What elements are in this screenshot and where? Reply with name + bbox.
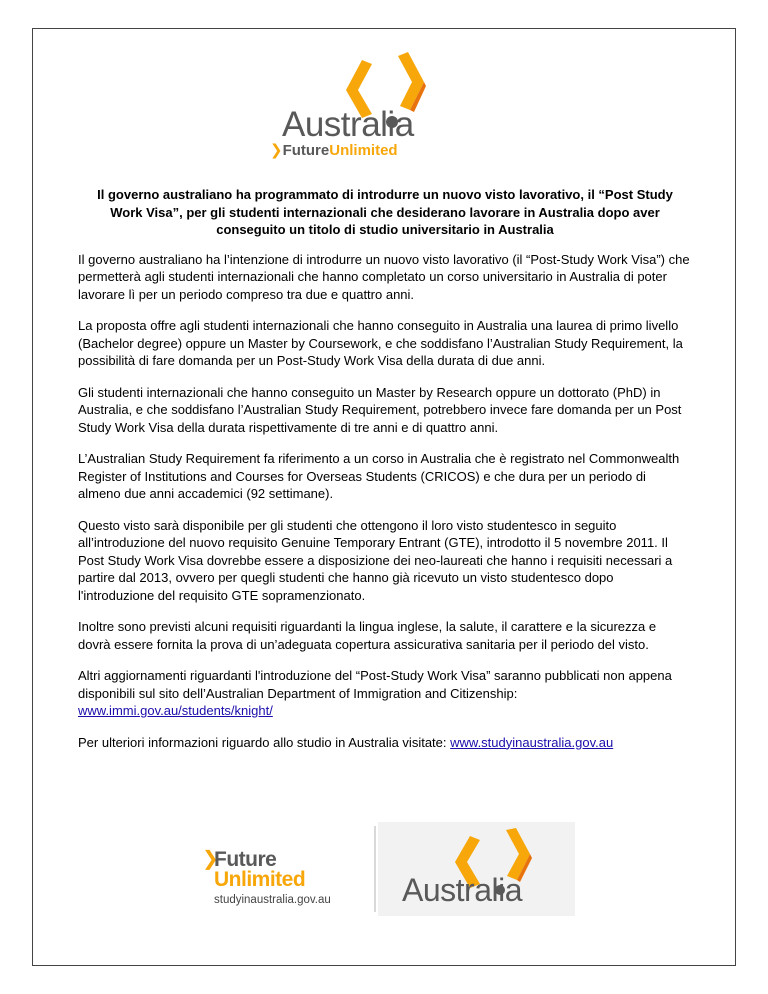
info-text: Per ulteriori informazioni riguardo allo studio in Australia visitate: — [78, 734, 451, 750]
future-unlimited-logo — [192, 822, 374, 916]
immi-link[interactable]: www.immi.gov.au/students/knight/ — [78, 703, 273, 718]
australia-header-logo — [0, 52, 768, 162]
footer-logo — [192, 822, 575, 916]
paragraph-2: La proposta offre agli studenti internazionali che hanno conseguito in Australia una laurea di primo livello (Bachelor degree) oppure un Master by Coursework, e che soddisfano l’Australian Study Requirement, la possibilità di fare domanda per un Post-Study Work Visa della durata di due anni. — [78, 318, 683, 368]
article-headline: Il governo australiano ha programmato di introdurre un nuovo visto lavorativo, il “Post Study Work Visa”, per gli studenti internazionali che desiderano lavorare in Australia dopo aver conseguito un titolo di studio universitario in Australia — [97, 187, 673, 237]
logo-unlimited-text: Unlimited — [214, 868, 306, 891]
australia-wordmark: Australia — [282, 105, 414, 144]
tagline-future: Future — [282, 142, 330, 159]
australia-footer-logo — [378, 822, 575, 916]
logo-site-text: studyinaustralia.gov.au — [214, 894, 331, 906]
paragraph-4: L’Australian Study Requirement fa riferimento a un corso in Australia che è registrato nel Commonwealth Register of Institutions and Courses for Overseas Students (CRICOS) e che dura per un periodo di almeno due anni accademici (92 settimane). — [78, 451, 680, 501]
chevron-right-icon: ❯ — [202, 848, 219, 870]
paragraph-1: Il governo australiano ha l’intenzione di introdurre un nuovo visto lavorativo (il “Post-Study Work Visa”) che permetterà agli studenti internazionali che hanno completato un corso universitario in Australia di poter lavorare lì per un periodo compreso tra due e quattro anni. — [78, 251, 690, 302]
article-body — [78, 186, 692, 765]
chevron-right-icon: ❯ — [270, 142, 283, 159]
future-unlimited-tagline — [270, 141, 398, 159]
paragraph-updates — [78, 667, 692, 720]
paragraph-5: Questo visto sarà disponibile per gli studenti che ottengono il loro visto studentesco in seguito all’introduzione del nuovo requisito Genuine Temporary Entrant (GTE), introdotto il 5 novembre 2011. Il Post Study Work Visa dovrebbe essere a disposizione dei neo-laureati che hanno i requisiti necessari a partire dal 2013, ovvero per quegli studenti che hanno già ricevuto un visto studentesco dopo l'introduzione del requisito GTE sopramenzionato. — [78, 517, 673, 603]
updates-text: Altri aggiornamenti riguardanti l'introduzione del “Post-Study Work Visa” saranno pubblicati non appena disponibili sul sito dell’Australian Department of Immigration and Citizenship: — [78, 668, 672, 701]
studyinaustralia-link[interactable]: www.studyinaustralia.gov.au — [450, 734, 614, 750]
logo-future-text: Future — [214, 848, 277, 871]
tagline-unlimited: Unlimited — [329, 142, 398, 159]
australia-footer-wordmark: Australia — [402, 872, 522, 908]
paragraph-info — [78, 734, 692, 752]
logo-divider — [374, 826, 376, 912]
paragraph-6: Inoltre sono previsti alcuni requisiti riguardanti la lingua inglese, la salute, il carattere e la sicurezza e dovrà essere fornita la prova di un’adeguata copertura assicurativa sanitaria per il periodo del visto. — [78, 619, 657, 652]
paragraph-3: Gli studenti internazionali che hanno conseguito un Master by Research oppure un dottorato (PhD) in Australia, e che soddisfano l’Australian Study Requirement, potrebbero invece fare domanda per un Post Study Work Visa della durata rispettivamente di tre anni e di quattro anni. — [78, 384, 682, 435]
